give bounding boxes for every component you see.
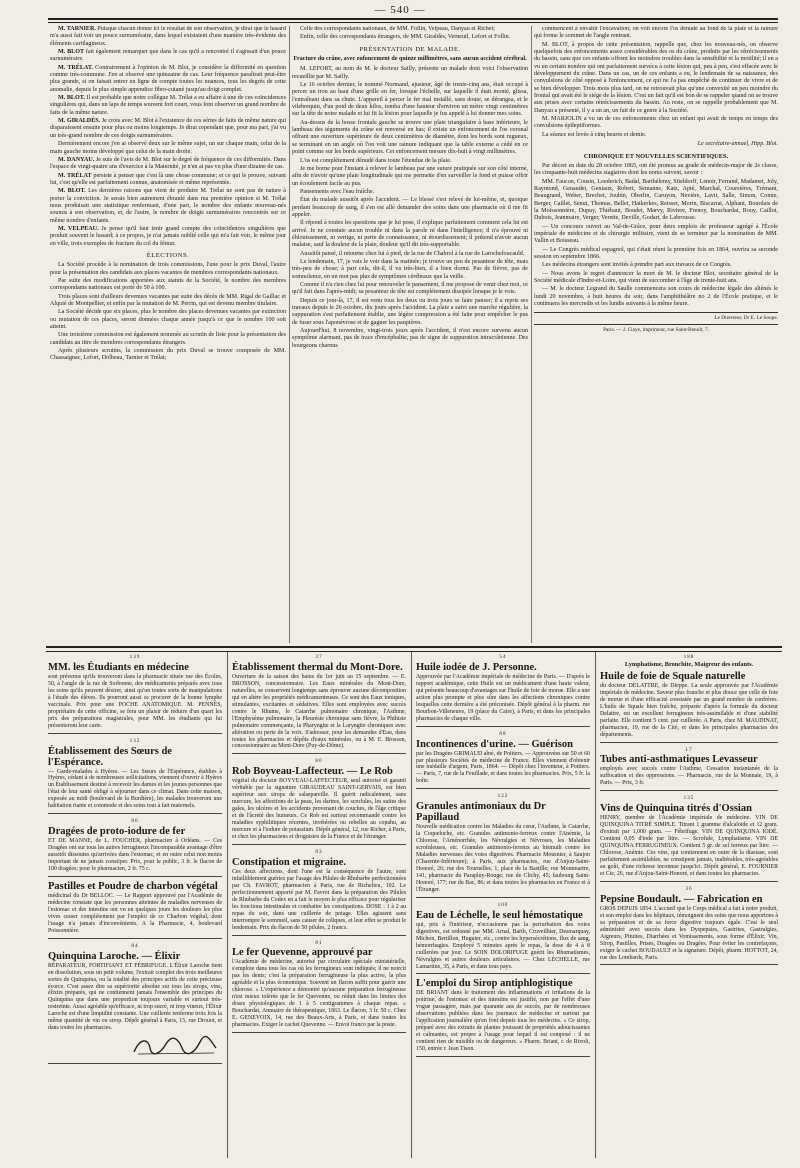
ad-title: Eau de Léchelle, le seul hémostatique (416, 909, 583, 921)
paragraph-text: Contrairement à l'opinion de M. Blot, je considère la difformité en question comme très-commune. J'en ai observé une quinzaine de cas. Leur fréquence paraîtrait peut-être plus grande, si on faisait entrer en ligne de compte toutes les nuances, tous les degrés de cette anomalie, depuis le plus simple appendice fibro-cutané jusqu'au doigt complet. (50, 64, 286, 93)
discussion-paragraph (50, 173, 286, 188)
paragraph-text: Dernièrement encore j'en ai observé deux sur le même sujet, un sur chaque main, celui de la main gauche moins développé que celui de la main droite. (50, 141, 286, 155)
advertisement (48, 652, 222, 734)
discussion-paragraph (50, 49, 286, 64)
speaker-name: M. TARNIER. (58, 26, 96, 32)
ad-body: du docteur DELATTRE, de Dieppe. La seule approuvée par l'Académie impériale de médecine. Saveur plus franche et plus douce que celle de foie de morue et d'une efficacité constatée par un grand nombre de confrères. L'huile de Squale bien fraîche, préparée d'après la formule du docteur Delattre, est un excellent ferrugineux très-assimilable et d'une stabilité parfaite. Elle contient 5 cent. par cuillerée. A Paris, chez M. MAUDINAT, pharmacien, 19, rue de la Cité, et dans les principales pharmacies des départements. (600, 682, 778, 738)
ad-number: 84 (131, 942, 139, 949)
case-paragraph: Je me borne pour l'instant à relever le lambeau par une suture pratiquée sur son côté interne, afin de n'avoir qu'une plaie longitudinale qui me permette d'en surveiller le fond et puisse offrir un écoulement facile au pus. (292, 165, 528, 187)
ad-title: Vins de Quinquina titrés d'Ossian (600, 803, 752, 815)
elections-paragraph: La Société procède à la nomination de trois commissions, l'une pour le prix Duval, l'autre pour la présentation des candidats aux places vacantes de membres correspondants nationaux. (50, 262, 286, 276)
ad-title: Le fer Quevenne, approuvé par (232, 947, 373, 959)
case-paragraph: Le lendemain, 17, je vais le voir dans la matinée; je trouve un peu de pesanteur de tête, mais très-peu de chose; à part cela, dit-il, il va très-bien, il a bien dormi. Pas de fièvre, pas de somnolence, en un mot pas plus de symptômes cérébraux que la veille. (292, 258, 528, 280)
paragraph-text: Je crois avec M. Blot à l'existence de ces séries de faits de même nature qui disparaissent ensuite pour plus ou moins longtemps. Je dirai cependant que, pour ma part, j'ai vu un très-grand nombre de ces doigts surnuméraires. (50, 118, 286, 139)
ad-number: 188 (683, 654, 695, 660)
chronicle-paragraph: Par décret en date du 28 octobre 1865, ont été promus au grade de médecin-major de 2e classe, les cinquante-huit médecins stagiaires dont les noms suivent, savoir : (534, 162, 778, 177)
advertisement (600, 793, 778, 882)
ad-body: Approuvée par l'Académie impériale de médecine de Paris. — D'après le rapport académique, cette Huile est un médicament d'une haute valeur, qui présente beaucoup d'avantages sur l'huile de foie de morue. Elle a une action plus prompte et plus sûre dans les affections chroniques contre lesquelles cette dernière a été préconisée. Dépôt général à la pharm. rue Bourbon-Villeneuve, 19 (place du Caire), à Paris, et dans les principales pharmacies de chaque ville. (416, 673, 590, 722)
advertisement (416, 652, 590, 727)
ad-number: 54 (499, 654, 507, 660)
case-paragraph: Comme il n'a rien chez lui pour renouveler le pansement, il me propose de venir chez moi, ce qu'il fait dans l'après-midi; sa pesanteur de tête est complétement dissipée lorsque je le vois. (292, 282, 528, 296)
printer-line: Paris. — J. Claye, imprimeur, rue Saint-Benoît, 7. (534, 324, 778, 334)
case-paragraph: Depuis ce jour-là, 17, il est venu tous les deux ou trois jours se faire panser; il a repris ses travaux depuis le 26 octobre, dix jours après l'accident. La plaie a suivi une marche régulière, la suppuration s'est parfaitement établie, une légère compression a été faite pour empêcher le pus de fuser sous l'aponévrose et de gagner les paupières. (292, 297, 528, 326)
ads-divider (411, 652, 412, 1158)
discussion-paragraph: commencent à envahir l'excavation; on voit encore l'os dénudé au fond de la plaie et la rainure qui forme le sommet de l'angle rentrant. (534, 26, 778, 40)
handwritten-signature-icon (130, 1034, 220, 1058)
ad-title: Tubes anti-asthmatiques Levasseur (600, 754, 758, 766)
ad-title: Quinquina Laroche. — Élixir (48, 950, 181, 962)
speaker-name: M. DANYAU. (58, 156, 95, 163)
ads-column-1 (48, 652, 222, 1158)
paragraph-text: fait également remarquer que dans le cas qu'il a rencontré il s'agissait d'un pouce surnuméraire. (50, 49, 286, 63)
elections-paragraph: Après plusieurs scrutins, la commission du prix Duval se trouve composée de MM. Chassaignac, Lefort, Dolbeau, Tarnier et Trélat; (50, 348, 286, 362)
ad-number: 81 (315, 939, 323, 946)
ad-body: RÉPARATEUR, FORTIFIANT ET FÉBRIFUGE. L'Élixir Laroche tient en dissolution, sous un petit volume, l'extrait complet des trois meilleures sortes de Quinquina, ou la totalité des principes actifs de cette précieuse écorce. C'est assez dire sa supériorité absolue sur tous les sirops, vins, élixirs préparés, qui ne contiennent jamais l'ensemble des principes du Quinquina que dans une proportion toujours variable et surtout très-restreinte. Aussi agréable qu'efficace, ni trop sucré, ni trop vineux, l'Élixir Laroche est d'une limpidité constante. Une cuillerée renferme trois fois la même quantité de vin ou sirop. Dépôt général à Paris, 15, rue Drouot, et dans toutes les pharmacies. (48, 962, 222, 1032)
advertisement (416, 976, 590, 1057)
ad-number: 139 (129, 654, 141, 660)
ad-body: GROS DEPUIS 1854. L'accueil que le Corps médical a fait à notre produit, et son emploi dans les hôpitaux, témoignent des soins que nous apportons à sa préparation et de sa force digestive toujours égale. C'est le seul administré avec succès dans les Dyspepsies, Gastrites, Gastralgies, Aigreurs, Pituites, Diarrhées et Vomissements, sous forme d'Élixir, Vin, Sirop, Pastilles, Prises, Dragées ou Dragées. Pour éviter les contrefaçons, exiger le cachet BOUDAULT et la signature. Dépôt, pharm. HOTTOT, 24, rue des Lombards, Paris. (600, 905, 778, 961)
advertisement (416, 900, 590, 975)
ads-divider (227, 652, 228, 1158)
ad-body: végétal du docteur BOYVEAU-LAFFECTEUR, seul autorisé et garanti véritable par la signature GIRAUDEAU SAINT-GERVAIS, est bien supérieur aux sirops de salsepareille. Il guérit radicalement, sans mercure, les affections de la peau, les dartres, les scrofules, les suites des gales, les ulcères et les accidents provenant de couches, de l'âge critique et de l'âcreté des humeurs. Ce Rob est surtout recommandé contre les maladies syphilitiques récentes, invétérées ou rebelles au copahu, au mercure et à l'iodure de potassium. Dépôt général, 12, rue Richer, à Paris, et chez les pharmaciens et droguistes de la France et de l'étranger. (232, 778, 406, 841)
chronicle-paragraph: — M. le docteur Legrand du Saulle commencera son cours de médecine légale des aliénés le lundi 20 novembre, à huit heures du soir, dans l'amphithéâtre no 2 de l'École pratique, et le continuera les mercredis et les lundis suivants à la même heure. (534, 286, 778, 308)
speaker-name: M. TRÉLAT. (58, 64, 93, 71)
case-paragraph: Aussitôt pansé, il retourne chez lui à pied, de la rue de Chabrol à la rue de Larochefoucauld. (300, 250, 525, 257)
ad-number: 135 (683, 795, 695, 802)
advertisement (48, 941, 222, 1064)
ads-column-3 (416, 652, 590, 1158)
intro-paragraph: Enfin, celle des correspondants étrangers, de MM. Giraldès, Verneuil, Lefort et Follin. (300, 34, 511, 41)
case-paragraph: Il répond à toutes les questions que je lui pose, il explique parfaitement comment cela lui est arrivé. Je ne constate aucun trouble ni dans la parole ni dans l'intelligence; il n'a éprouvé ni éblouissement, ni vertige, ni perte de connaissance, ni étourdissement; il prétend n'avoir aucun malaise, sauf la douleur de la plaie, douleur qu'il dit très-supportable. (292, 220, 528, 249)
discussion-paragraph: M. MARJOLIN a vu un de ces enfoncements chez un enfant qui avait de temps en temps des convulsions épileptiformes. (534, 116, 778, 130)
ad-title: Rob Boyveau-Laffecteur. — Le Rob (232, 766, 393, 778)
elections-paragraph: Une troisième commission est également nommée au scrutin de liste pour la présentation des candidats au titre de membres correspondants étrangers. (50, 332, 286, 346)
ad-title: Établissement thermal du Mont-Dore. (232, 661, 403, 673)
ad-number: 122 (497, 793, 509, 800)
paragraph-text: Je suis de l'avis de M. Blot sur le degré de fréquence de ces difformités. Dans l'espace de vingt-quatre ans d'exercice à la Maternité, je n'en ai pas vu plus d'une dizaine de cas. (50, 156, 286, 171)
chronicle-paragraph: — Le Congrès médical espagnol, qui s'était réuni la première fois en 1864, ouvrira sa seconde session en septembre 1866. (534, 246, 778, 260)
ad-number: 83 (315, 848, 323, 855)
discussion-paragraph (50, 118, 286, 140)
case-paragraph: M. LEFORT, au nom de M. le docteur Sailly, présente un malade dont voici l'observation recueillie par M. Sailly. (292, 66, 528, 80)
intro-paragraph: Celle des correspondants nationaux, de MM. Follin, Velpeau, Danyau et Richet; (300, 26, 495, 32)
ad-number: 100 (497, 901, 509, 908)
speaker-name: M. GIRALDÈS. (58, 118, 101, 125)
case-paragraph: L'os est complétement dénudé dans toute l'étendue de la plaie. (300, 157, 452, 164)
ad-title: Pastilles et Poudre de charbon végétal (48, 880, 218, 892)
director-signature: Le Directeur, Dr E. Le Soupe. (534, 312, 778, 322)
speaker-name: M. BLOT. (58, 188, 86, 195)
case-paragraph: Aujourd'hui, 8 novembre, vingt-trois jours après l'accident, il n'est encore survenu aucun symptôme alarmant, pas de trace d'encéphalite, pas de signe de suppuration intracrânienne. Des bourgeons charnus (292, 328, 528, 349)
advertisement (600, 652, 778, 743)
chronicle-paragraph: — Nous avons le regret d'annoncer la mort de M. le docteur Blot, secrétaire général de la Société médicale d'Indre-et-Loire, qui vient de succomber à l'âge de trente-huit ans. (534, 270, 778, 284)
section-heading-chronicle: CHRONIQUE ET NOUVELLES SCIENTIFIQUES. (583, 152, 729, 160)
case-paragraph: Le 16 octobre dernier, le nommé Normand, ajusteur, âgé de trente-cinq ans, était occupé à percer un trou au haut d'une grille en fer, lorsque l'échelle, sur laquelle il était monté, glissa, l'entraînant dans sa chute. L'appareil à percer le fer mal installé, sans doute, se dérangea, et le vilebrequin, d'un poid de deux kilos, tomba d'une hauteur d'environ un mètre vingt centimètres sur la tête de notre malade et lui fit la lésion pour laquelle je fus appelé à lui donner mes soins. (292, 82, 528, 118)
ad-body: DE BRIANT dans le traitement des inflammations et irritations de la poitrine, de l'estomac et des intestins est justifié, non par l'effet d'une vogue passagère, mais par quarante ans de succès, par de nombreuses observations publiées dans les journaux de médecine et surtout par l'application journalière qu'en font depuis tous les médecins. « Ce sirop, préparé avec des extraits de plantes jouissant de propriétés adoucissantes et calmantes, est propre à l'usage pour lequel il est composé : il ne contient rien de nuisible ou de dangereux. » Pharm. Briant, r. de Rivoli, 150, entrée r. Jean Tison. (416, 990, 590, 1053)
page-number: — 540 — (374, 4, 426, 16)
paragraph-text: Je pense qu'il faut tenir grand compte des coïncidences singulières que produit souvent le hasard; à ce propos, je n'ai jamais oublié celle qui m'a fait voir, le même jour en ville, trois exemples de fracture du col du fémur. (50, 225, 286, 247)
column-divider (531, 26, 532, 643)
case-subheading: Fracture du crâne, avec enfoncement de quinze millimètres, sans aucun accident cérébral. (293, 56, 527, 63)
chronicle-paragraph: — Un concours ouvert au Val-de-Grâce, pour deux emplois de professeur agrégé à l'École impériale de médecine et de chirurgie militaire, vient de se terminer par la nomination de MM. Vallin et Boisseau. (534, 223, 778, 245)
ad-header: Lymphatisme, Bronchite, Maigreur des enfants. (624, 660, 754, 668)
elections-paragraph: La Société décide que six places, plus le nombre des places devenues vacantes par extinction ou mutation de ces places, seront données chaque année jusqu'à ce que le nombre 100 soit atteint. (50, 309, 286, 331)
paragraph-text: Puisque chacun donne ici le résultat de son observation, je dirai que le hasard m'a aussi fait voir un pouce surnuméraire, dans lequel existaient d'une manière très-évidente des éléments cartilagineux. (50, 26, 286, 47)
advertisement (416, 791, 590, 897)
section-heading-elections: ÉLECTIONS. (146, 251, 190, 259)
chronicle-paragraph: MM. Faucon, Cousin, Loederich, Badal, Barthélemy, Stieldorff, Lenoir, Ferrand, Madamet, Joly, Raymond, Genaudet, Geniaux, Robert, Semanne, Katz, Apté, Marchal, Coursières, Trémant, Beaugrand, Weber, Brechet, Joubin, Oberlin, Caruyon, Nevière, Lavit, Salle, Simon, Comte, Berger, Caillet, Senut, Thomas, Bellet, Hatkerkes, Reisser, Morin, Biscarrat, Alphant, Bourdais de la Moissonnière, Dupuy, Thiébaut, Boudet, Marvy, Riviere, Frenoy, Bouchardat, Rouy, Caillot, Dubois, Jeanmaire, Verger, Verette, Deville, Godart, de Labrousse. (534, 178, 778, 222)
ad-number: 86 (131, 818, 139, 825)
discussion-paragraph (50, 65, 286, 94)
elections-paragraph: Trois places sont d'ailleurs devenues vacantes par suite des décès de MM. Rigal de Gaillac et Alquié de Montpellier, et enfin par la mutation de M. Perrin, qui est devenu membre titulaire. (50, 293, 286, 308)
ad-number: 88 (499, 730, 507, 737)
ad-title: Incontinences d'urine. — Guérison (416, 738, 573, 750)
ad-number: 37 (315, 654, 323, 660)
ad-body: par les Dragées GRIMAUD aîné, de Poitiers. — Approuvées sur 50 et 60 par plusieurs Sociétés de médecine de France. Elles viennent d'obtenir une médaille d'argent, Paris, 1864. — Dépôt chez l'inventeur, à Poitiers. — Paris, 7, rue de la Feuillade, et dans toutes les pharmacies. Prix, 5 fr. la boîte. (416, 750, 590, 785)
discussion-paragraph (50, 26, 286, 48)
secretary-signature: Le secrétaire-annuel, Hipp. Blot. (697, 141, 778, 148)
speaker-name: M. TRÉLAT (58, 172, 92, 179)
case-paragraph: Pansements avec l'eau fraîche. (300, 188, 375, 195)
discussion-paragraph (50, 157, 286, 172)
section-heading-presentation: PRÉSENTATION DE MALADE. (359, 45, 461, 53)
speaker-name: M. BLOT. (58, 95, 85, 102)
ad-number: 36 (685, 885, 693, 892)
ad-body: qui, pris à l'intérieur, n'occasionne pas la perturbation des voies digestives, est ordonné par MM. Arnal, Barth, Cruveilhier, Desmarquay, Michon, Bertillon, Huguier, etc., contre les hypersécrétions, flux de sang, hémorrhagies. Employé 5 minutes après le repas, la dose de 4 à 8 cuillerées par jour. Le SOIN DOLORIFUGE guérit les Rhumatismes, Névralgies et autres douleurs articulaires. — Chez LÉCHELLE, rue Lamartine, 35, à Paris, et dans tous pays. (416, 921, 590, 970)
ad-body: médicinal du Dr BELLOC. — Le Rapport approuvé par l'Académie de médecine constate que les personnes atteintes de maladies nerveuses de l'estomac et des intestins ont vu en quelques jours les douleurs les plus vives cesser complétement par l'emploi de ce Charbon végétal, dont l'usage n'a jamais d'inconvénients. A la Pharmacie, 4, boulevard Poissonnière. (48, 892, 222, 934)
ads-divider (595, 652, 596, 1158)
speaker-name: M. VELPEAU. (58, 225, 99, 232)
ad-title: Pepsine Boudault. — Fabrication en (600, 893, 763, 905)
ad-body: sont prévenus qu'ils trouveront dans la pharmacie située rue des Écoles, 50, à l'angle de la rue de Sorbonne, des médicaments préparés avec tous les soins qu'ils peuvent désirer, ainsi qu'un toutes sorte de manipulations à l'étude des élèves. Ils pourront aussi se procurer de la bonne lymphe vaccinale. Prix pour une POCHE ANATOMIQUE. M. PENNÈS, propriétaire de cette officine, se fera un plaisir de réduire d'un quart les prix des préparations magistrales, pour MM. les étudiants qui lui présenteront leur carte. (48, 673, 222, 729)
top-rule (48, 18, 778, 23)
ads-column-4 (600, 652, 778, 1158)
advertisement (48, 816, 222, 877)
discussion-paragraph (50, 95, 286, 117)
paragraph-text: persiste à penser que c'est là une chose commune; et ce qui le prouve, suivant lui, c'est qu'elle est parfaitement connue, anatomisée et même représentée. (50, 172, 286, 186)
advertisement (600, 745, 778, 792)
discussion-paragraph (50, 188, 286, 225)
ad-body: Ces deux affections, dont l'une est la conséquence de l'autre, sont infailliblement guéries par l'usage des Pilules de Rhubarbe perfectionnées par Ch. FAVROT, pharmacien à Paris, rue de Richelieu, 102. Le perfectionnement apporté par M. Favrot dans la préparation des Pilules de Rhubarbe du Codex en a fait le moyen le plus efficace pour régulariser les fonctions intestinales et combattre les constipations. DOSE : 1 à 2 au repas du soir, dans une cuillerée de potage. Elles agissent sans interrompre le sommeil, sans causer de coliques, et leur effet se produit le lendemain. Prix du flacon de 50 pilules, 2 francs. (232, 868, 406, 931)
discussion-paragraph: La séance est levée à cinq heures et demie. (542, 131, 647, 138)
ad-body: ET DE MANNE, de L. FOUCHER, pharmacien à Orléans. — Ces Dragées ont sur tous les autres ferrugineux l'incomparable avantage d'être aussitôt dissoutes qu'arrivées dans l'estomac, et en outre celui non moins important de ne jamais constiper. Prix, pour le public, 3 fr. le flacon de 100 dragées; pour le pharmacien, 2 fr. 75 c. (48, 838, 222, 873)
ad-title: Dragées de proto-iodure de fer (48, 826, 186, 838)
case-paragraph: Au-dessus de la bosse frontale gauche se trouve une plaie triangulaire à base inférieure, le lambeau des téguments du crâne est renversé en bas; il existe un enfoncement de l'os coronal offrant une ouverture supérieure de deux centimètres de diamètre, dont les bords sont rugueux, se terminant en un angle où l'on voit une rainure indiquant que la table externe a cédé en ce point comme sur les bords supérieurs. Cet enfoncement mesure dix-huit à vingt millimètres. (292, 119, 528, 156)
ad-number: 132 (129, 737, 141, 744)
column-divider (289, 26, 290, 643)
discussion-paragraph (50, 141, 286, 156)
ad-title: Constipation et migraine. (232, 856, 347, 868)
ad-title: MM. les Étudiants en médecine (48, 661, 189, 673)
advertisement (232, 756, 406, 845)
article-column-3 (534, 26, 778, 643)
advertisement (48, 736, 222, 815)
advertisement (232, 847, 406, 936)
ad-body: Ouverture de la saison des bains du 1er juin au 15 septembre. — E. BROSSON, concessionnaire. Les Eaux minérales du Mont-Dore, naturelles, se conservent longtemps sans éprouver aucune décomposition qui en altère les propriétés médicamenteuses. Ce sont des Eaux toniques, stimulantes, excitantes et sédatives. Elles sont employées avec succès contre le Rhume, le Catarrhe pulmonaire chronique, l'Asthme, l'Emphysème pulmonaire, la Pleurésie chronique sans fièvre, la Phthisie pulmonaire commençante, la Pharyngite et la Laryngite chroniques avec altération ou perte de la voix. S'adresser, pour les demandes d'Eau, dans toutes les pharmacies et dépôts d'eaux minérales, ou à M. E. Brosson, concessionnaire au Mont-Dore (Puy-de-Dôme). (232, 673, 406, 750)
ad-body: Nouvelle médication contre les Maladies du cœur, l'Asthme, le Catarrhe, la Coqueluche, etc. Granules antimonio-ferreux contre l'Anémie, la Chlorose, l'Aménorrhée, les Névralgies et Névroses, les Maladies scrofuleuses, etc. Granules antimonio-ferreux au bismuth contre les Maladies nerveuses des voies digestives. Pharmacie Mousnier, à Saujon (Charente-Inférieure); à Paris, aux pharmacies, rue d'Anjou-Saint-Honoré, 26; rue des Tournelles, 1, place de la Bastille; rue Montmartre, 141, pharmacie du Parapluy-Rouge; rue de Clichy, 45; faubourg Saint-Honoré, 177; rue du Bac, 86; et dans toutes les pharmacies en France et à l'Étranger. (416, 824, 590, 893)
speaker-name: M. BLOT (58, 49, 85, 56)
discussion-paragraph (50, 226, 286, 248)
laroche-signature (48, 1034, 222, 1060)
ad-title: Établissement des Sœurs de l'Espérance. (48, 745, 172, 768)
ad-body: l'Académie de médecine, autorisé par circulaire spéciale ministérielle, s'emploie dans tous les cas où les ferrugineux sont indiqués; il ne noircit pas les dents; c'est la préparation ferrugineuse la plus active, la plus agréable et la plus économique. Souvent un flacon suffit pour guérir une chlorose. « L'expérience a démontré qu'aucune préparation ferrugineuse n'est mieux tolérée que le fer Quevenne, ou réduit dans les limites des doses physiologiques de 1 à 5 centigrammes à chaque repas. » Bouchardat, Annuaire de thérapeutique, 1863. Le flacon, 3 fr. 50 c. Chez E. GENEVOIX, 14, rue des Beaux-Arts, à Paris, et dans toutes les pharmacies. Exiger le cachet Quevenne. — Envoi franco par la poste. (232, 959, 406, 1029)
ad-number: 80 (315, 758, 323, 765)
ad-body: HENRY, membre de l'Académie impériale de médecine. VIN DE QUINQUINA TITRÉ SIMPLE. Titrant 1 gramme d'alcaloïde et 12 gram. d'extrait par 1,000 gram. — Fébrifuge. VIN DE QUINQUINA IODÉ. Contient 0,05 d'iode par litre. — Scrofule, Lymphatisme. VIN DE QUINQUINA FERRUGINEUX. Contient 5 gr. de sel ferreux par litre. — Chlorose, Anémie. Ces vins, qui contiennent en outre de la diastase, sont parfaitement assimilables, ne constipent jamais, inaltérables, très-agréables au goût, d'une richesse inconnue jusqu'ici. Dépôt général, E. FOURNIER et Cie, 26, rue d'Anjou-Saint-Honoré, et dans toutes les pharmacies. (600, 815, 778, 877)
case-paragraph: État du malade aussitôt après l'accident. — Le blessé s'est relevé de lui-même, et, quoique perdant beaucoup de sang, il s'en est allé demander des soins dans une pharmacie où il me fit appeler. (292, 197, 528, 218)
elections-paragraph: Par suite des modifications apportées aux statuts de la Société, le nombre des membres correspondants nationaux est porté de 50 à 100. (50, 278, 286, 292)
chronicle-paragraph: Les médecins étrangers sont invités à prendre part aux travaux de ce Congrès. (542, 262, 732, 269)
discussion-paragraph: M. BLOT, à propos de cette présentation, rappelle que, chez les nouveau-nés, on observe quelquefois des enfoncements assez considérables des os du crâne, produits par les rétrécissements du bassin, sans que ces enfants offrent les moindres troubles dans la sensibilité et la motilité; il en a vu un certain nombre qui ont parfaitement survécu à cette lésion qui, peu à peu, s'est effacée avec le développement du crâne. Dans un cas, un de ces enfants a eu, le lendemain de sa naissance, des convulsions de côté opposé à l'enfoncement, ce qui ne l'a pas empêché de continuer de vivre et de se bien développer. Trois mois plus tard, on ne retrouvait plus qu'une convexité un peu moindre du frontal qui avait été le siége de la lésion. C'est un fait qu'il est bon de se rappeler quand on se trouve aux prises avec certains rétrécissements du bassin. Au reste, on se rappelle probablement que M. Danyau a présenté, il y a un an, un fait de ce genre à la Société. (534, 41, 778, 114)
ad-title: Granules antimoniaux du Dr Papillaud (416, 801, 546, 824)
ad-body: employés avec succès contre l'Asthme, Cessation instantanée de la suffocation et des oppressions. — Pharmacie, rue de la Monnaie, 19, à Paris. — Prix, 3 fr. (600, 766, 778, 787)
ads-column-2 (232, 652, 406, 1158)
paragraph-text: Il est probable que notre collègue M. Trélat a eu affaire à une de ces coïncidences singulières qui, dans un laps de temps souvent fort court, vous font observer un grand nombre de faits de la même nature. (50, 95, 286, 116)
advertisement (232, 652, 406, 754)
ad-number: 17 (685, 746, 693, 753)
advertisement (232, 938, 406, 1033)
article-column-1 (50, 26, 286, 643)
advertisement (600, 884, 778, 966)
ad-title: Huile iodée de J. Personne. (416, 661, 537, 673)
article-column-2 (292, 26, 528, 643)
ad-title: Huile de foie de Squale naturelle (600, 670, 746, 682)
ad-title: L'emploi du Sirop antiphlogistique (416, 978, 573, 990)
advertisement (416, 729, 590, 790)
paragraph-text: Les dernières raisons que vient de produire M. Trélat ne sont pas de nature à porter la conviction. Je serais bien autrement ébranlé dans ma première opinion si M. Trélat nous produisait une statistique renfermant, d'une part, le nombre des enfants nouveau-nés soumis à son observation, et, de l'autre, le nombre de doigts surnuméraires rencontrés sur ce même nombre d'enfants. (50, 188, 286, 224)
advertisement (48, 879, 222, 939)
ad-body: — Garde-malades à Hyères. — Les Sœurs de l'Espérance, établies à Hyères, cédant à de nombreuses sollicitations, viennent d'ouvrir à Hyères un Établissement destiné à recevoir les dames et les jeunes personnes que l'état de leur santé obligé à séjourner dans ce climat. Dans cette maison, exposée au midi (boulevard de la Burdière), les malades trouveront une habitation riante et commode et des soins tout à fait maternels. (48, 768, 222, 810)
